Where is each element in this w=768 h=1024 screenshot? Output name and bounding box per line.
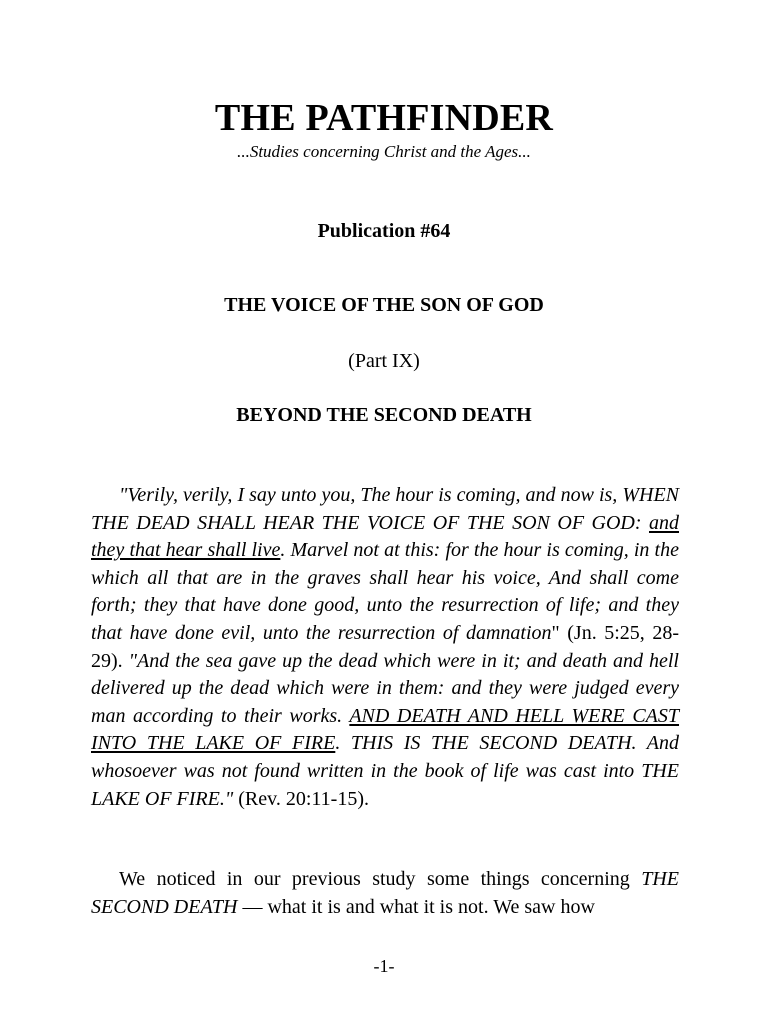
quote-underlined-1: and they that hear shall live [91,511,679,562]
body-paragraph [91,866,679,921]
article-subheading: BEYOND THE SECOND DEATH [236,404,532,426]
publication-number: Publication #64 [317,220,451,242]
quote-reference-2: (Rev. 20:11-15). [233,787,369,810]
page-number: -1- [373,956,395,976]
quote-text-2: . Marvel not at this: for the hour is coming, in the which all that are in the graves shall hear his voice, And shall come forth; they that have done good, unto the resurrection of life; and they that have done evil, unto the resurrection of damnation [91,539,679,644]
article-part: (Part IX) [348,350,420,372]
quote-text-4: . THIS IS THE SECOND DEATH. And whosoever was not found written in the book of life was cast into THE LAKE OF FIRE." [91,732,679,810]
publication-subtitle: ...Studies concerning Christ and the Ages... [237,142,531,161]
paragraph-italic: THE SECOND DEATH [91,868,679,918]
scripture-quote-paragraph [91,482,679,813]
article-heading: THE VOICE OF THE SON OF GOD [224,294,544,316]
paragraph-text-1: We noticed in our previous study some things concerning [119,868,642,890]
quote-underlined-2: AND DEATH AND HELL WERE CAST INTO THE LAKE OF FIRE [91,704,680,755]
quote-text-3: "And the sea gave up the dead which were in it; and death and hell delivered up the dead which were in them: and they were judged every man according to their works. [91,649,679,727]
publication-title: THE PATHFINDER [214,97,554,139]
quote-reference-1: " (Jn. 5:25, 28-29). [91,621,680,672]
paragraph-text-2: — what it is and what it is not. We saw how [237,895,595,918]
quote-text-1: "Verily, verily, I say unto you, The hour is coming, and now is, WHEN THE DEAD SHALL HEAR THE VOICE OF THE SON OF GOD: [91,484,679,534]
